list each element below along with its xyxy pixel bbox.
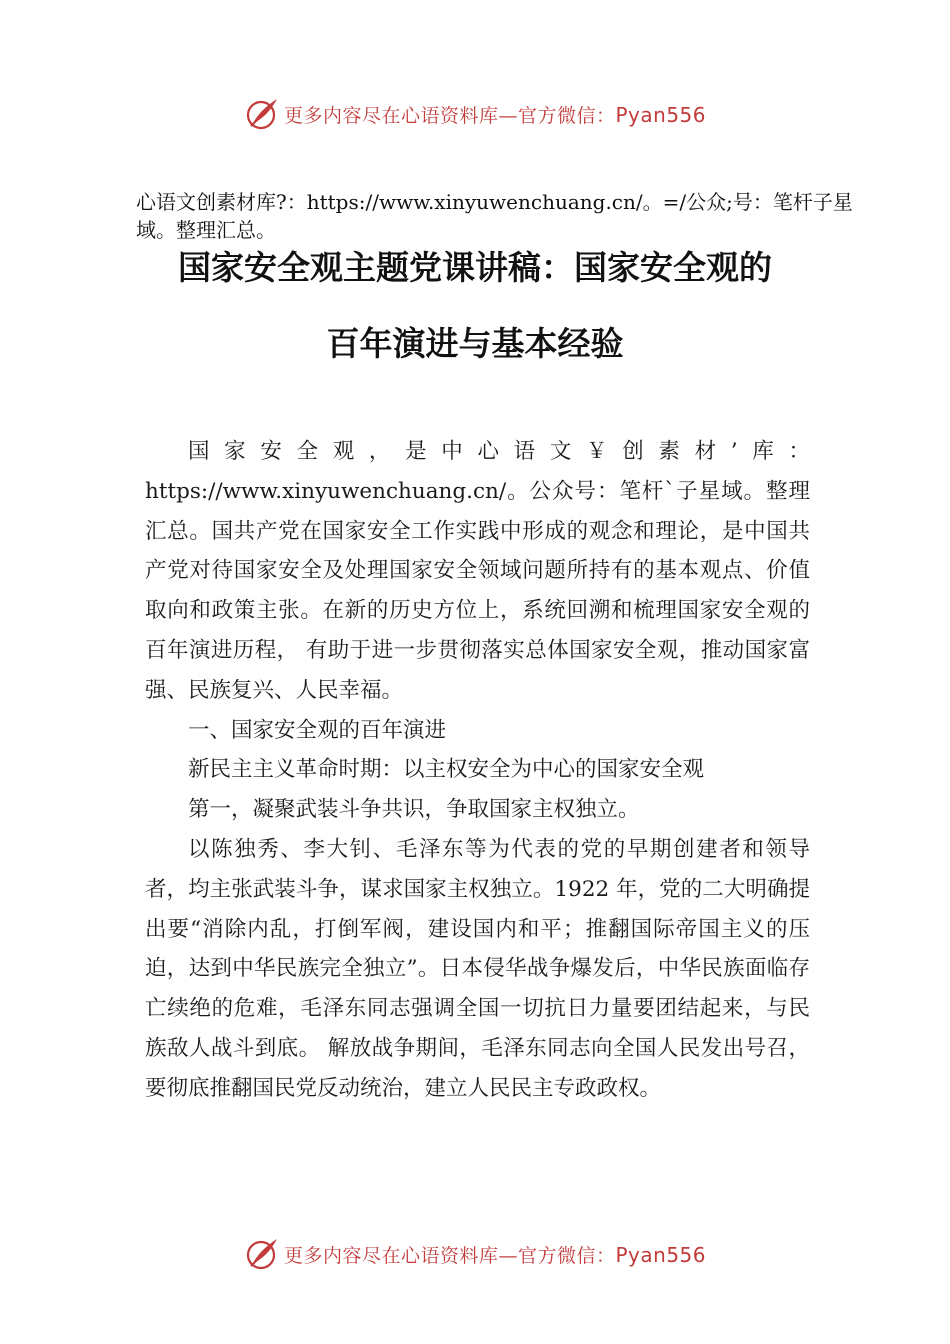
document-body — [145, 432, 810, 1109]
quill-logo-icon — [244, 1236, 280, 1272]
paragraph-intro: 国家安全观，是中心语文￥创素材’库：https://www.xinyuwenchuang.cn/。公众号：笔杆`子星域。整理汇总。国共产党在国家安全工作实践中形成的观念和理论，是中国共产党对待国家安全及处理国家安全领域问题所持有的基本观点、价值取向和政策主张。在新的历史方位上，系统回溯和梳理国家安全观的百年演进历程， 有助于进一步贯彻落实总体国家安全观，推动国家富强、民族复兴、人民幸福。 — [145, 439, 810, 703]
source-preface: 心语文创素材库?：https://www.xinyuwenchuang.cn/。=/公众;号：笔杆子星域。整理汇总。 — [136, 190, 853, 242]
quill-logo-icon — [244, 96, 280, 132]
document-title-line-2: 百年演进与基本经验 — [326, 324, 624, 363]
section-heading: 一、国家安全观的百年演进 — [188, 717, 447, 743]
banner-text: 更多内容尽在心语资料库—官方微信：Pyan556 — [283, 102, 707, 127]
footer-banner — [0, 1234, 950, 1274]
point-heading: 第一，凝聚武装斗争共识，争取国家主权独立。 — [188, 797, 640, 823]
banner-text: 更多内容尽在心语资料库—官方微信：Pyan556 — [283, 1242, 707, 1267]
document-title-line-1: 国家安全观主题党课讲稿：国家安全观的 — [178, 248, 772, 287]
paragraph-history: 以陈独秀、李大钊、毛泽东等为代表的党的早期创建者和领导者，均主张武装斗争，谋求国家主权独立。1922 年，党的二大明确提出要“消除内乱，打倒军阀，建设国内和平；推翻国际帝国主义的压迫，达到中华民族完全独立”。日本侵华战争爆发后，中华民族面临存亡续绝的危难，毛泽东同志强调全国一切抗日力量要团结起来，与民族敌人战斗到底。 解放战争期间，毛泽东同志向全国人民发出号召，要彻底推翻国民党反动统治，建立人民民主专政政权。 — [145, 836, 810, 1101]
subsection-heading: 新民主主义革命时期：以主权安全为中心的国家安全观 — [188, 757, 705, 783]
header-banner — [0, 94, 950, 134]
